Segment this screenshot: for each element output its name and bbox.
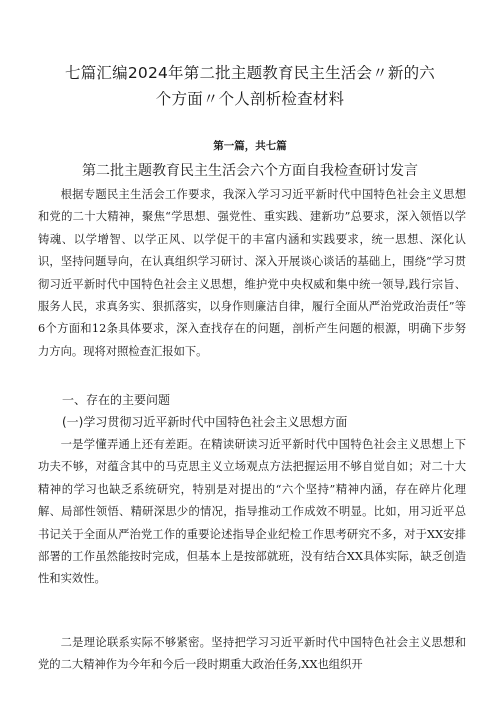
point-paragraph-1: [38, 434, 466, 591]
document-heading: 第二批主题教育民主生活会六个方面自我检查研讨发言: [82, 163, 418, 179]
intro-paragraph: [38, 184, 466, 363]
subsection-heading: (一)学习贯彻习近平新时代中国特色社会主义思想方面: [62, 415, 348, 429]
point-text-1: 一是学懂弄通上还有差距。在精读研读习近平新时代中国特色社会主义思想上下功夫不够，对蕴含其中的马克思主义立场观点方法把握运用不够自觉自如；对二十大精神的学习也缺乏系统研究，特别是对提出的“六个坚持”精神内涵，存在碎片化理解、局部性领悟、精研深思少的情况，指导推动工作成效不明显。比如，用习近平总书记关于全面从严治党工作的重要论述指导企业纪检工作思考研究不多，对于XX安排部署的工作虽然能按时完成，但基本上是按部就班，没有结合XX具体实际，缺乏创造性和实效性。: [38, 438, 466, 586]
point-text-2: 二是理论联系实际不够紧密。坚持把学习习近平新时代中国特色社会主义思想和党的二大精神作为今年和今后一段时期重大政治任务,XX也组织开: [38, 636, 466, 672]
document-title: 七篇汇编2024年第二批主题教育民主生活会〃新的六个方面〃个人剖析检查材料: [65, 64, 435, 108]
point-paragraph-2: [38, 632, 466, 677]
section-heading: 一、存在的主要问题: [62, 393, 171, 407]
intro-text: 根据专题民主生活会工作要求，我深入学习习近平新时代中国特色社会主义思想和党的二十大精神，聚焦“学思想、强党性、重实践、建新功”总要求，深入领悟以学铸魂、以学增智、以学正风、以学促干的丰富内涵和实践要求，统一思想、深化认识，坚持问题导向，在认真组织学习研讨、深入开展谈心谈话的基础上，围绕“学习贯彻习近平新时代中国特色社会主义思想，维护党中央权威和集中统一领导,践行宗旨、服务人民，求真务实、狠抓落实，以身作则廉洁自律，履行全面从严治党政治责任”等6个方面和12条具体要求，深入查找存在的问题，剖析产生问题的根源，明确下步努力方向。现将对照检查汇报如下。: [38, 188, 466, 358]
document-subtitle: 第一篇，共七篇: [213, 140, 287, 152]
